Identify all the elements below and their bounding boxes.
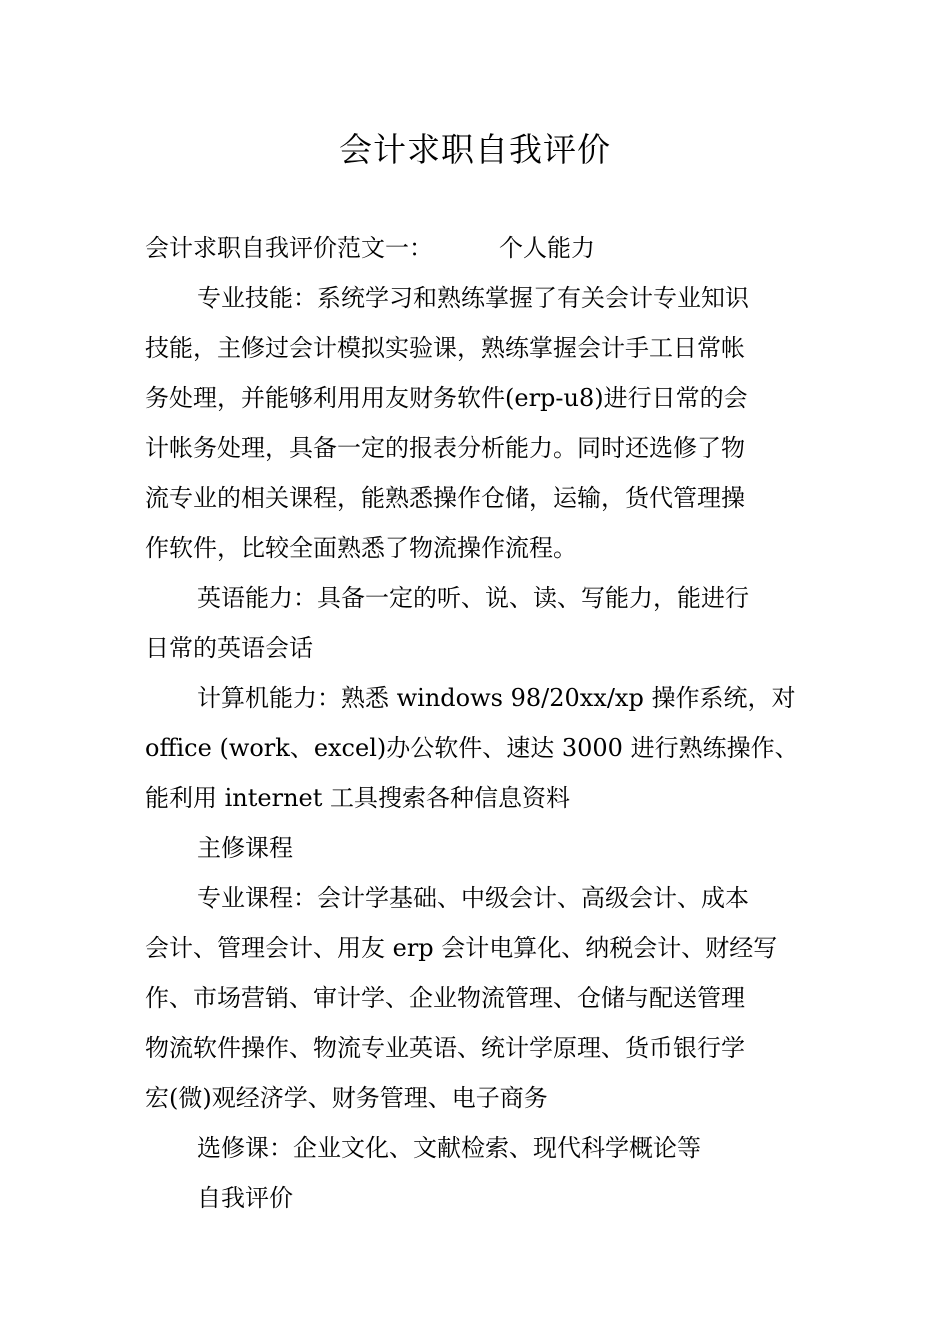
paragraph-line: 选修课：企业文化、文献检索、现代科学概论等: [197, 1134, 701, 1162]
paragraph-line: 专业技能：系统学习和熟练掌握了有关会计专业知识: [197, 284, 749, 312]
section-heading-courses: 主修课程: [197, 834, 293, 862]
paragraph-line: 作、市场营销、审计学、企业物流管理、仓储与配送管理: [145, 984, 745, 1012]
paragraph-line: 物流软件操作、物流专业英语、统计学原理、货币银行学: [145, 1034, 745, 1062]
section-personal-ability: 个人能力: [499, 234, 595, 262]
sample-heading-line: [145, 230, 595, 266]
paragraph-line: 技能，主修过会计模拟实验课，熟练掌握会计手工日常帐: [145, 334, 745, 362]
sample-heading: 会计求职自我评价范文一：: [145, 234, 433, 262]
paragraph-line: 英语能力：具备一定的听、说、读、写能力，能进行: [197, 584, 749, 612]
paragraph-line: 会计、管理会计、用友 erp 会计电算化、纳税会计、财经写: [145, 934, 778, 962]
paragraph-line: 流专业的相关课程，能熟悉操作仓储，运输，货代管理操: [145, 484, 745, 512]
document-title: 会计求职自我评价: [339, 130, 611, 169]
paragraph-line: 作软件，比较全面熟悉了物流操作流程。: [145, 534, 577, 562]
paragraph-line: 计帐务处理，具备一定的报表分析能力。同时还选修了物: [145, 434, 745, 462]
paragraph-line: 专业课程：会计学基础、中级会计、高级会计、成本: [197, 884, 749, 912]
paragraph-line: office (work、excel)办公软件、速达 3000 进行熟练操作、: [145, 734, 799, 762]
section-heading-self-evaluation: 自我评价: [197, 1184, 293, 1212]
paragraph-line: 务处理，并能够利用用友财务软件(erp-u8)进行日常的会: [145, 384, 748, 412]
paragraph-line: 计算机能力：熟悉 windows 98/20xx/xp 操作系统，对: [197, 684, 796, 712]
paragraph-line: 能利用 internet 工具搜索各种信息资料: [145, 784, 571, 812]
paragraph-line: 日常的英语会话: [145, 634, 313, 662]
paragraph-line: 宏(微)观经济学、财务管理、电子商务: [145, 1084, 548, 1112]
